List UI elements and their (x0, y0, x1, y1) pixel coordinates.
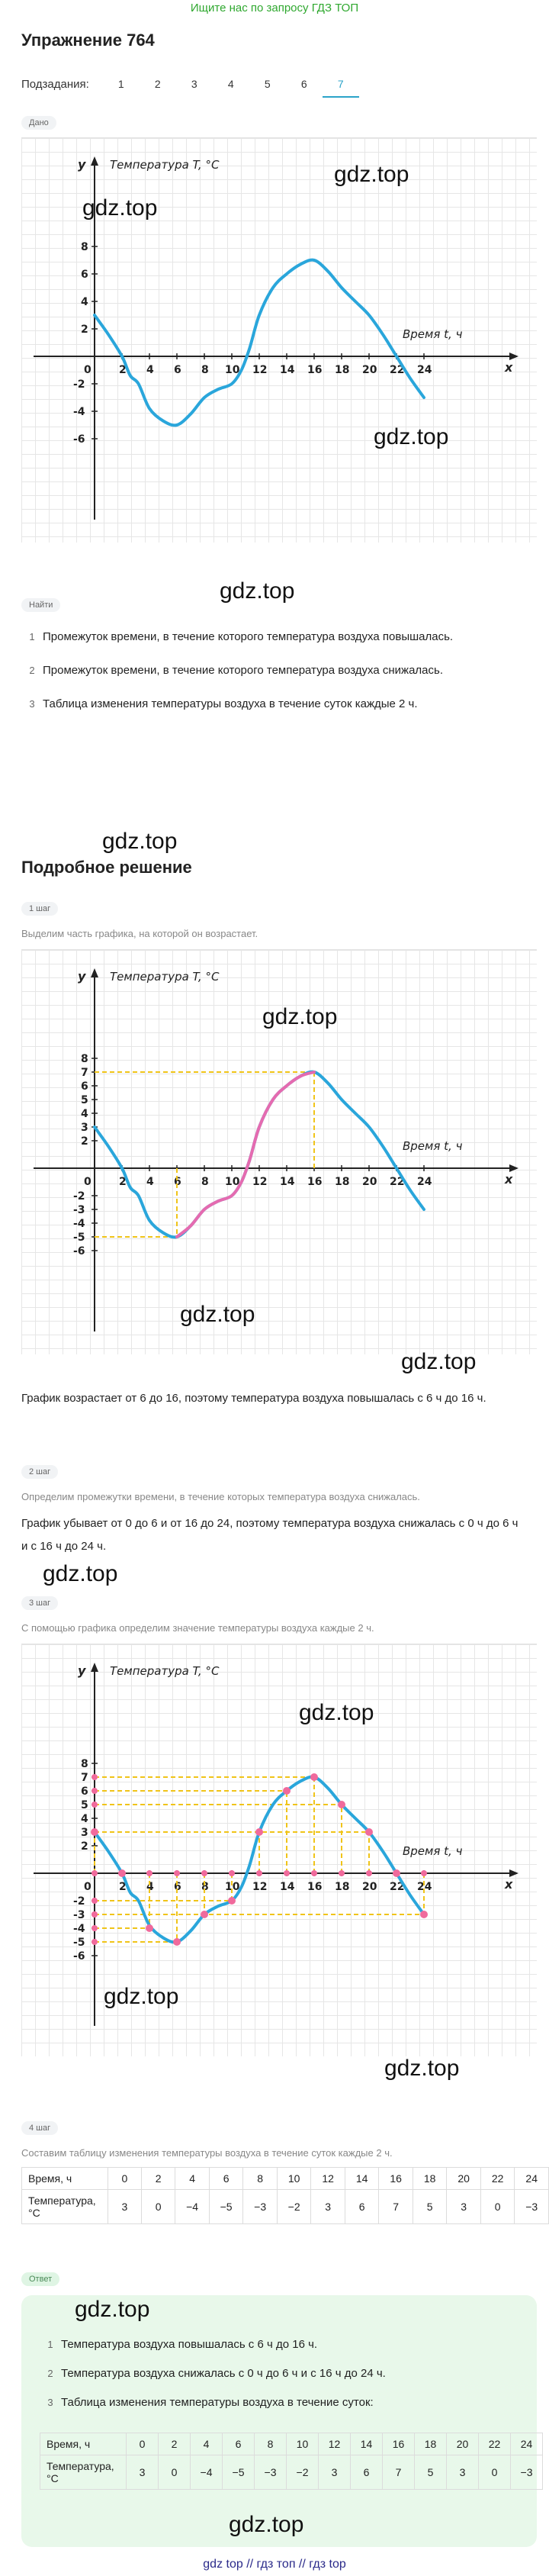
x-tick-label: 10 (225, 364, 240, 376)
table-cell-temp: 7 (379, 2190, 413, 2224)
watermark: gdz.top (82, 195, 158, 221)
table-cell-time: 10 (287, 2433, 319, 2455)
table-cell-time: 10 (277, 2168, 311, 2190)
table-cell-temp: −5 (209, 2190, 243, 2224)
temperature-curve (95, 1777, 424, 1943)
x-tick-label: 12 (252, 1176, 268, 1188)
table-cell-temp: −5 (223, 2455, 255, 2490)
table-cell-time: 18 (415, 2433, 447, 2455)
x-axis-title: Время t, ч (403, 327, 463, 341)
table-cell-temp: 7 (383, 2455, 415, 2490)
watermark: gdz.top (384, 2056, 460, 2081)
list-item (21, 659, 525, 682)
temperature-table (21, 2167, 549, 2224)
y-axis-arrow-icon (91, 156, 98, 166)
x-tick-label: 20 (362, 1176, 377, 1188)
table-cell-time: 0 (127, 2433, 159, 2455)
table-cell-time: 2 (142, 2168, 175, 2190)
step-1-tag: 1 шаг (21, 902, 58, 916)
x-marker (229, 1870, 235, 1876)
x-axis-title: Время t, ч (403, 1139, 463, 1153)
item-text: Таблица изменения температуры воздуха в течение суток каждые 2 ч. (43, 697, 418, 710)
y-tick-label: 4 (81, 296, 88, 308)
data-point (201, 1911, 208, 1918)
step-3-hint: С помощью графика определим значение температуры воздуха каждые 2 ч. (21, 1622, 374, 1634)
table-cell-temp: 5 (413, 2190, 447, 2224)
item-text: Промежуток времени, в течение которого температура воздуха снижалась. (43, 664, 443, 677)
x-tick-label: 2 (119, 1176, 127, 1188)
watermark: gdz.top (43, 1561, 118, 1586)
table-cell-temp: 0 (159, 2455, 191, 2490)
x-tick-label: 14 (280, 364, 295, 376)
x-tick-label: 0 (84, 364, 92, 376)
table-cell-temp: 3 (127, 2455, 159, 2490)
table-cell-time: 6 (223, 2433, 255, 2455)
x-tick-label: 16 (307, 1881, 323, 1893)
subtask-tab-7[interactable]: 7 (323, 78, 359, 98)
table-head-temp: Температура, °С (22, 2190, 108, 2224)
y-axis-title: Температура T, °C (110, 1664, 220, 1678)
y-axis-letter: y (78, 969, 86, 984)
item-number: 3 (29, 698, 35, 710)
values-graph-panel (21, 1644, 537, 2056)
y-tick-label: 5 (81, 1094, 88, 1106)
x-axis-letter: x (505, 360, 513, 375)
x-tick-label: 24 (417, 1881, 432, 1893)
x-tick-label: 0 (84, 1176, 92, 1188)
y-axis-title: Температура T, °C (110, 158, 220, 172)
data-point (173, 1938, 181, 1946)
subtask-tab-4[interactable]: 4 (227, 78, 234, 90)
x-tick-label: 18 (335, 364, 350, 376)
x-tick-label: 24 (417, 1176, 432, 1188)
y-tick-label: 6 (81, 269, 88, 281)
table-cell-time: 16 (383, 2433, 415, 2455)
item-text: Промежуток времени, в течение которого температура воздуха повышалась. (43, 630, 454, 643)
y-axis-title: Температура T, °C (110, 970, 220, 984)
x-marker (201, 1870, 207, 1876)
x-tick-label: 20 (362, 364, 377, 376)
x-axis-arrow-icon (509, 1164, 518, 1172)
y-tick-label: -3 (73, 1909, 85, 1921)
y-tick-label: 8 (81, 1758, 88, 1770)
y-marker (92, 1802, 98, 1808)
item-text: Таблица изменения температуры воздуха в течение суток: (61, 2396, 374, 2409)
table-cell-time: 24 (515, 2168, 549, 2190)
x-tick-label: 14 (280, 1176, 295, 1188)
data-point (255, 1828, 263, 1836)
table-cell-time: 18 (413, 2168, 447, 2190)
step-1-text: График возрастает от 6 до 16, поэтому температура воздуха повышалась с 6 ч до 16 ч. (21, 1392, 486, 1405)
x-tick-label: 10 (225, 1881, 240, 1893)
data-point (283, 1787, 291, 1795)
y-tick-label: 7 (81, 1772, 88, 1784)
watermark: gdz.top (180, 1302, 255, 1327)
table-cell-time: 8 (255, 2433, 287, 2455)
values-graph (21, 1644, 537, 2056)
y-tick-label: 6 (81, 1080, 88, 1093)
item-number: 2 (29, 665, 35, 676)
y-tick-label: 8 (81, 1053, 88, 1065)
table-cell-time: 14 (351, 2433, 383, 2455)
subtask-tab-2[interactable]: 2 (154, 78, 161, 90)
find-list (21, 626, 525, 716)
list-item (40, 2391, 528, 2414)
x-tick-label: 16 (307, 364, 323, 376)
table-cell-temp: −2 (287, 2455, 319, 2490)
x-tick-label: 22 (390, 1881, 405, 1893)
y-tick-label: 6 (81, 1785, 88, 1798)
y-tick-label: 2 (81, 324, 88, 336)
step-4-tag: 4 шаг (21, 2121, 58, 2135)
watermark: gdz.top (374, 424, 449, 449)
y-tick-label: -6 (73, 1245, 85, 1257)
x-axis-letter: x (505, 1172, 513, 1187)
watermark: gdz.top (262, 1004, 338, 1029)
list-item (21, 626, 525, 649)
y-tick-label: 7 (81, 1067, 88, 1079)
x-marker (393, 1870, 400, 1876)
table-cell-time: 12 (319, 2433, 351, 2455)
table-cell-time: 8 (243, 2168, 278, 2190)
x-marker (146, 1870, 152, 1876)
x-tick-label: 14 (280, 1881, 295, 1893)
y-tick-label: -4 (73, 1923, 85, 1935)
x-tick-label: 6 (174, 364, 181, 376)
y-tick-label: 5 (81, 1799, 88, 1811)
x-marker (284, 1870, 290, 1876)
y-tick-label: 4 (81, 1108, 88, 1120)
subtask-tab-5[interactable]: 5 (264, 78, 271, 90)
table-head-time: Время, ч (40, 2433, 127, 2455)
table-cell-time: 4 (175, 2168, 210, 2190)
y-tick-label: -4 (73, 406, 85, 418)
answer-table (40, 2433, 543, 2490)
data-point (420, 1911, 428, 1918)
subtask-tab-6[interactable]: 6 (300, 78, 307, 90)
temperature-curve (95, 260, 424, 426)
step-2-tag: 2 шаг (21, 1465, 58, 1479)
y-tick-label: -6 (73, 1950, 85, 1963)
table-cell-temp: −2 (277, 2190, 311, 2224)
subtask-nav (21, 70, 359, 98)
y-tick-label: 8 (81, 241, 88, 253)
table-head-time: Время, ч (22, 2168, 108, 2190)
x-tick-label: 22 (390, 1176, 405, 1188)
page-title: Упражнение 764 (21, 31, 155, 50)
y-tick-label: -4 (73, 1218, 85, 1230)
y-marker (92, 1788, 98, 1794)
step-1-hint: Выделим часть графика, на которой он возрастает. (21, 928, 258, 939)
x-tick-label: 18 (335, 1881, 350, 1893)
x-axis-arrow-icon (509, 353, 518, 360)
x-tick-label: 2 (119, 364, 127, 376)
item-number: 2 (47, 2368, 53, 2379)
watermark: gdz.top (401, 1349, 477, 1374)
y-tick-label: -3 (73, 1204, 85, 1216)
watermark: gdz.top (102, 829, 178, 854)
table-cell-time: 4 (191, 2433, 223, 2455)
x-tick-label: 22 (390, 364, 405, 376)
y-tick-label: -6 (73, 433, 85, 446)
y-tick-label: -5 (73, 1232, 85, 1244)
table-cell-time: 22 (480, 2168, 515, 2190)
x-tick-label: 2 (119, 1881, 127, 1893)
x-tick-label: 18 (335, 1176, 350, 1188)
x-marker (366, 1870, 372, 1876)
watermark: gdz.top (299, 1700, 374, 1725)
rising-segment (177, 1072, 314, 1237)
step-3-tag: 3 шаг (21, 1596, 58, 1610)
list-item (40, 2333, 528, 2356)
y-marker (92, 1911, 98, 1918)
watermark: gdz.top (229, 2512, 304, 2537)
answer-tag: Ответ (21, 2272, 59, 2286)
table-cell-time: 20 (447, 2168, 481, 2190)
x-axis-letter: x (505, 1877, 513, 1892)
table-cell-temp: 3 (311, 2190, 345, 2224)
item-text: Температура воздуха снижалась с 0 ч до 6 ч и с 16 ч до 24 ч. (61, 2367, 386, 2380)
x-axis-title: Время t, ч (403, 1844, 463, 1858)
x-tick-label: 8 (201, 1881, 209, 1893)
answer-table-wrap (40, 2433, 543, 2490)
x-tick-label: 4 (146, 1881, 154, 1893)
subtask-label: Подзадания: (21, 77, 89, 91)
step-2-text: График убывает от 0 до 6 и от 16 до 24, поэтому температура воздуха снижалась с 0 ч до 6 ч и с 16 ч до 24 ч. (21, 1517, 518, 1553)
y-tick-label: 2 (81, 1135, 88, 1148)
watermark: gdz.top (334, 162, 409, 187)
x-tick-label: 0 (84, 1881, 92, 1893)
table-cell-time: 20 (447, 2433, 479, 2455)
y-tick-label: -2 (73, 1895, 85, 1908)
y-axis-letter: y (78, 157, 86, 172)
data-point (365, 1828, 373, 1836)
table-cell-temp: 6 (345, 2190, 379, 2224)
table-cell-time: 16 (379, 2168, 413, 2190)
table-cell-temp: −3 (515, 2190, 549, 2224)
table-cell-temp: 0 (479, 2455, 511, 2490)
data-point (146, 1924, 153, 1932)
table-cell-time: 12 (311, 2168, 345, 2190)
step-4-hint: Составим таблицу изменения температуры воздуха в течение суток каждые 2 ч. (21, 2147, 393, 2159)
table-head-temp: Температура, °С (40, 2455, 127, 2490)
y-marker (92, 1774, 98, 1780)
x-marker (339, 1870, 345, 1876)
x-tick-label: 10 (225, 1176, 240, 1188)
watermark: gdz.top (220, 578, 295, 604)
y-marker (92, 1925, 98, 1931)
table-cell-time: 14 (345, 2168, 379, 2190)
x-tick-label: 6 (174, 1176, 181, 1188)
search-banner: Ищите нас по запросу ГДЗ ТОП (190, 2, 359, 14)
table-cell-time: 22 (479, 2433, 511, 2455)
y-marker (92, 1939, 98, 1945)
data-point (338, 1801, 345, 1808)
y-marker (92, 1898, 98, 1904)
table-cell-temp: 0 (480, 2190, 515, 2224)
subtask-tab-1[interactable]: 1 (117, 78, 124, 90)
y-tick-label: -5 (73, 1937, 85, 1949)
x-tick-label: 12 (252, 364, 268, 376)
find-tag: Найти (21, 598, 60, 612)
x-tick-label: 12 (252, 1881, 268, 1893)
x-marker (119, 1870, 125, 1876)
table-cell-temp: −4 (175, 2190, 210, 2224)
x-tick-label: 16 (307, 1176, 323, 1188)
item-number: 1 (29, 631, 35, 642)
table-cell-time: 2 (159, 2433, 191, 2455)
y-axis-letter: y (78, 1663, 86, 1678)
table-cell-temp: 3 (447, 2190, 481, 2224)
x-marker (311, 1870, 317, 1876)
y-tick-label: 3 (81, 1122, 88, 1134)
table-cell-temp: 3 (447, 2455, 479, 2490)
temperature-curve (95, 1072, 424, 1238)
x-axis-arrow-icon (509, 1869, 518, 1877)
temperature-table-wrap (21, 2167, 549, 2224)
y-marker (92, 1829, 98, 1835)
table-cell-time: 0 (108, 2168, 141, 2190)
watermark: gdz.top (75, 2297, 150, 2322)
subtask-tab-3[interactable]: 3 (191, 78, 197, 90)
table-cell-temp: 3 (108, 2190, 141, 2224)
x-tick-label: 4 (146, 1176, 154, 1188)
y-tick-label: 2 (81, 1840, 88, 1853)
y-axis-arrow-icon (91, 1663, 98, 1672)
table-cell-temp: −3 (243, 2190, 278, 2224)
y-tick-label: -2 (73, 1190, 85, 1203)
footer-links[interactable]: gdz top // гдз топ // гдз top (203, 2558, 346, 2571)
table-cell-time: 24 (511, 2433, 543, 2455)
x-tick-label: 24 (417, 364, 432, 376)
x-marker (421, 1870, 427, 1876)
item-number: 1 (47, 2339, 53, 2350)
solution-title: Подробное решение (21, 858, 192, 877)
y-tick-label: 3 (81, 1827, 88, 1839)
table-cell-temp: 3 (319, 2455, 351, 2490)
table-cell-temp: 5 (415, 2455, 447, 2490)
table-cell-temp: 6 (351, 2455, 383, 2490)
x-tick-label: 4 (146, 364, 154, 376)
data-point (228, 1897, 236, 1905)
x-tick-label: 8 (201, 1176, 209, 1188)
table-cell-temp: 0 (142, 2190, 175, 2224)
x-marker (256, 1870, 262, 1876)
table-cell-temp: −4 (191, 2455, 223, 2490)
table-cell-temp: −3 (511, 2455, 543, 2490)
x-tick-label: 20 (362, 1881, 377, 1893)
step-2-hint: Определим промежутки времени, в течение которых температура воздуха снижалась. (21, 1491, 420, 1502)
data-point (310, 1773, 318, 1781)
x-tick-label: 6 (174, 1881, 181, 1893)
table-cell-time: 6 (209, 2168, 243, 2190)
y-tick-label: -2 (73, 378, 85, 391)
x-marker (92, 1870, 98, 1876)
x-tick-label: 8 (201, 364, 209, 376)
given-tag: Дано (21, 116, 56, 130)
watermark: gdz.top (104, 1984, 179, 2009)
list-item (40, 2362, 528, 2385)
list-item (21, 693, 525, 716)
answer-list (40, 2333, 528, 2414)
table-cell-temp: −3 (255, 2455, 287, 2490)
y-axis-arrow-icon (91, 968, 98, 977)
x-marker (174, 1870, 180, 1876)
y-tick-label: 4 (81, 1813, 88, 1825)
item-text: Температура воздуха повышалась с 6 ч до 16 ч. (61, 2338, 318, 2351)
item-number: 3 (47, 2397, 53, 2408)
